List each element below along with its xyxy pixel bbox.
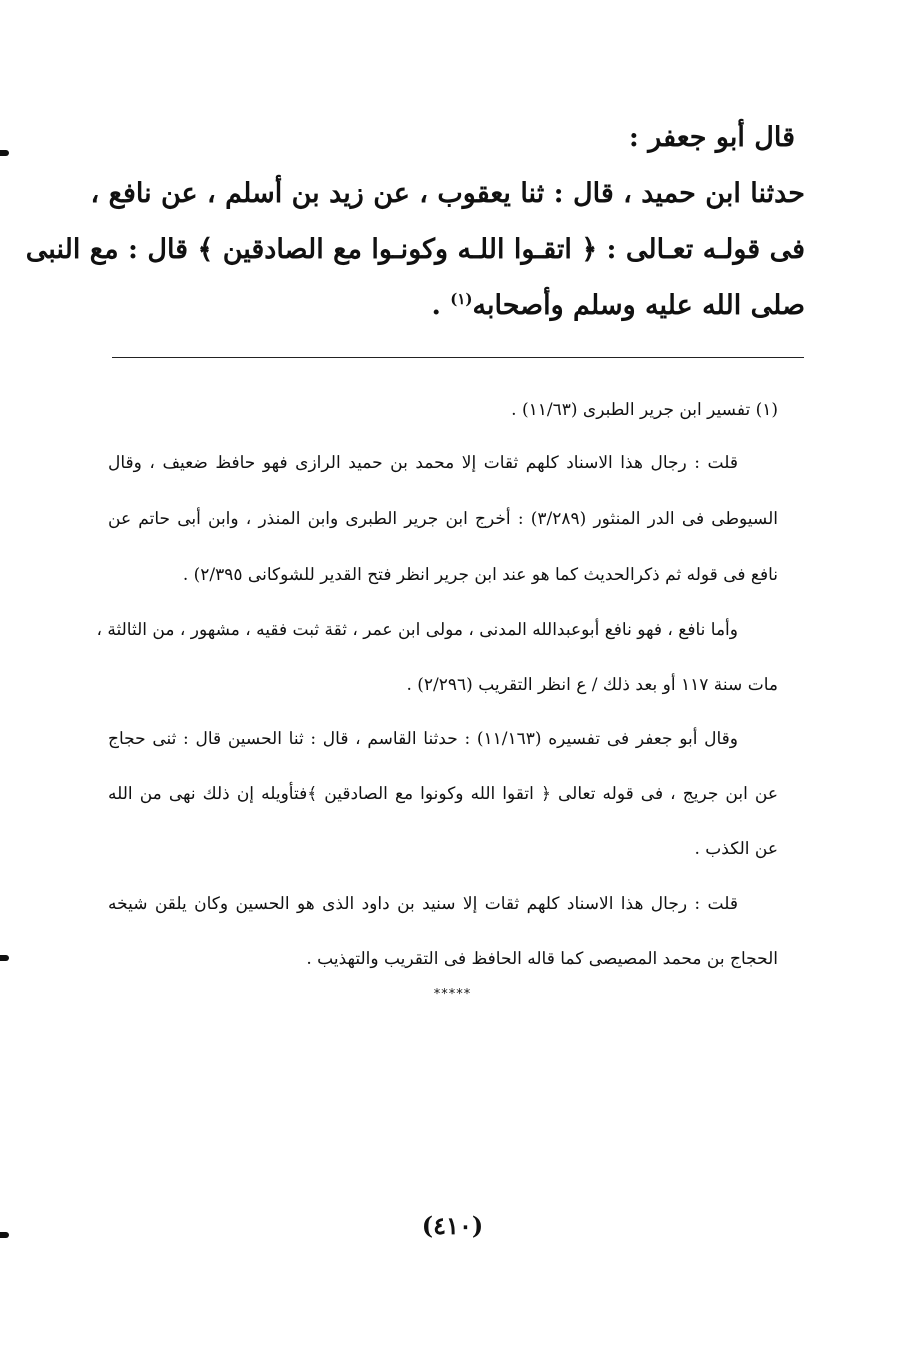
footnote-line-8: عن ابن جريج ، فى قوله تعالى ﴿ اتقوا الله وكونوا مع الصادقين ﴾فتأويله إن ذلك نهى من الله xyxy=(108,784,778,804)
main-line-4 xyxy=(431,278,805,334)
footnote-line-9: عن الكذب . xyxy=(694,839,778,859)
section-separator: ***** xyxy=(433,987,472,1002)
main-line-1: قال أبو جعفر : xyxy=(628,122,795,153)
main-line-3: فى قولـه تعـالى : ﴿ اتقـوا اللـه وكونـوا مع الصادقين ﴾ قال : مع النبى xyxy=(25,234,805,265)
main-line-4-end: . xyxy=(431,290,451,321)
footnote-line-10: قلت : رجال هذا الاسناد كلهم ثقات إلا سنيد بن داود الذى هو الحسين وكان يلقن شيخه xyxy=(108,894,738,914)
footnote-line-3: السيوطى فى الدر المنثور (٣/٢٨٩) : أخرج ابن جرير الطبرى وابن المنذر ، وابن أبى حاتم عن xyxy=(108,509,778,529)
footnote-reference: (١) xyxy=(450,290,473,308)
footnote-line-5: وأما نافع ، فهو نافع أبوعبدالله المدنى ، مولى ابن عمر ، ثقة ثبت فقيه ، مشهور ، من الثالثة ، xyxy=(96,620,738,640)
footnote-line-4: نافع فى قوله ثم ذكرالحديث كما هو عند ابن جرير انظر فتح القدير للشوكانى ٢/٣٩٥) . xyxy=(182,565,778,585)
footnote-line-6: مات سنة ١١٧ أو بعد ذلك / ع انظر التقريب (٢/٢٩٦) . xyxy=(406,675,778,695)
footnote-line-11: الحجاج بن محمد المصيصى كما قاله الحافظ فى التقريب والتهذيب . xyxy=(306,949,778,969)
page-number: (٤١٠) xyxy=(421,1211,484,1240)
scan-edge-mark xyxy=(0,150,9,156)
footnote-line-2: قلت : رجال هذا الاسناد كلهم ثقات إلا محمد بن حميد الرازى فهو حافظ ضعيف ، وقال xyxy=(108,453,738,473)
main-line-4-text: صلى الله عليه وسلم وأصحابه xyxy=(472,290,805,321)
scan-edge-mark xyxy=(0,955,9,961)
footnote-divider xyxy=(112,357,804,358)
footnote-line-7: وقال أبو جعفر فى تفسيره (١١/١٦٣) : حدثنا القاسم ، قال : ثنا الحسين قال : ثنى حجاج xyxy=(108,729,739,749)
footnote-line-1: (١) تفسير ابن جرير الطبرى (١١/٦٣) . xyxy=(511,400,778,420)
main-line-2: حدثنا ابن حميد ، قال : ثنا يعقوب ، عن زيد بن أسلم ، عن نافع ، xyxy=(90,178,805,209)
